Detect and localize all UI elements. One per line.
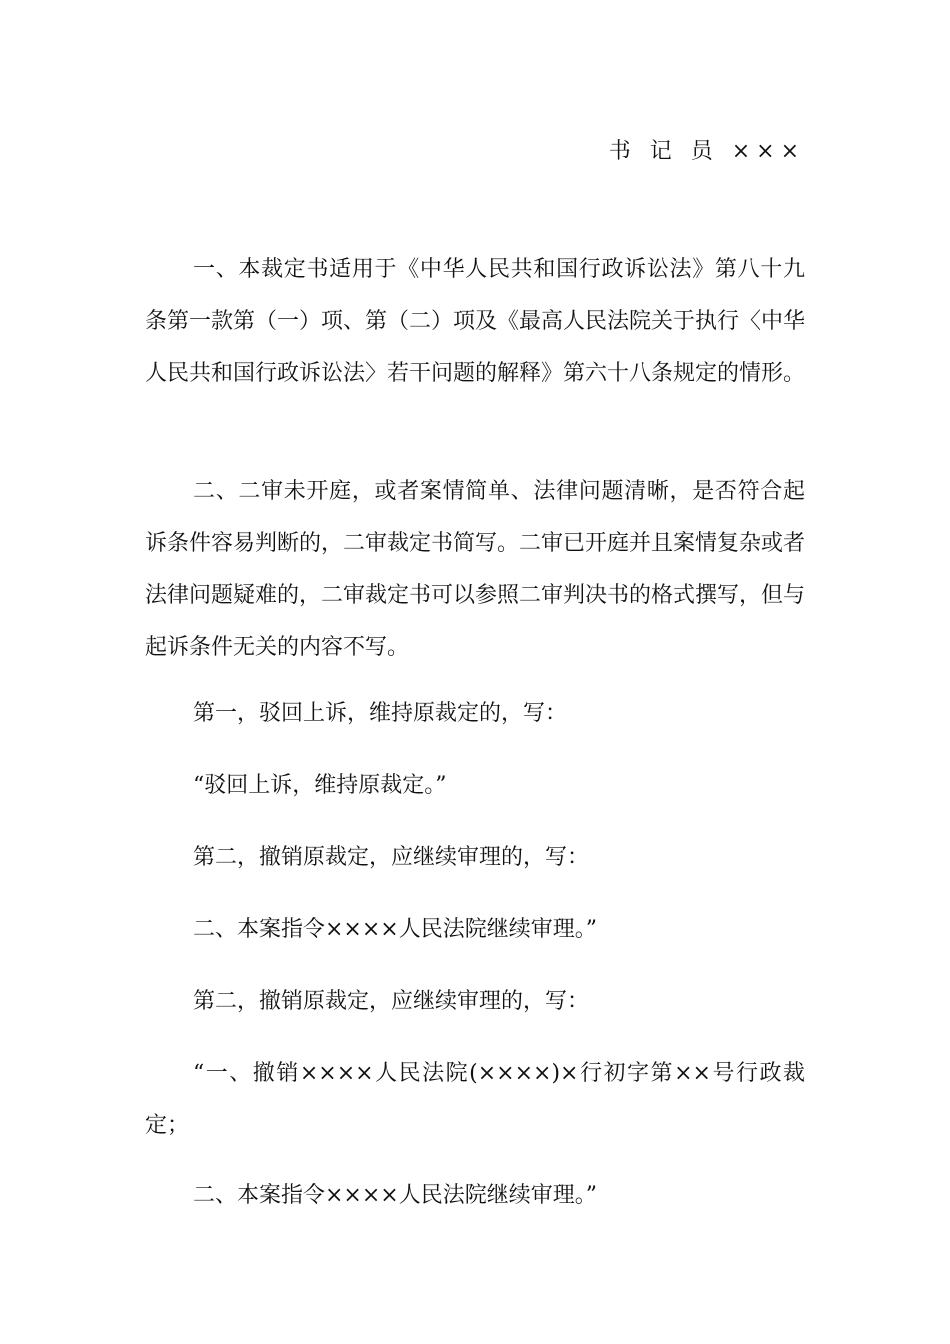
note-paragraph-5: 第二，撤销原裁定，应继续审理的，写：	[193, 989, 590, 1014]
note-paragraph-4: 第二，撤销原裁定，应继续审理的，写：	[193, 845, 590, 870]
note-paragraph-2: 二、二审未开庭，或者案情简单、法律问题清晰，是否符合起诉条件容易判断的，二审裁定书简写。二审已开庭并且案情复杂或者法律问题疑难的，二审裁定书可以参照二审判决书的格式撰写，但与起诉条件无关的内容不写。	[145, 479, 806, 660]
clerk-signature: 书 记 员 ×××	[608, 139, 805, 164]
quoted-ruling-1: “驳回上诉，维持原裁定。”	[193, 773, 447, 798]
quoted-ruling-3: “一、撤销××××人民法院(××××)×行初字第××号行政裁定；	[145, 1061, 805, 1138]
quoted-ruling-4: 二、本案指令××××人民法院继续审理。”	[193, 1183, 597, 1208]
quoted-ruling-2: 二、本案指令××××人民法院继续审理。”	[193, 917, 597, 942]
note-paragraph-3: 第一，驳回上诉，维持原裁定的，写：	[193, 701, 568, 726]
note-paragraph-1: 一、本裁定书适用于《中华人民共和国行政诉讼法》第八十九条第一款第（一）项、第（二）项及《最高人民法院关于执行〈中华人民共和国行政诉讼法〉若干问题的解释》第六十八条规定的情形。	[145, 257, 806, 386]
